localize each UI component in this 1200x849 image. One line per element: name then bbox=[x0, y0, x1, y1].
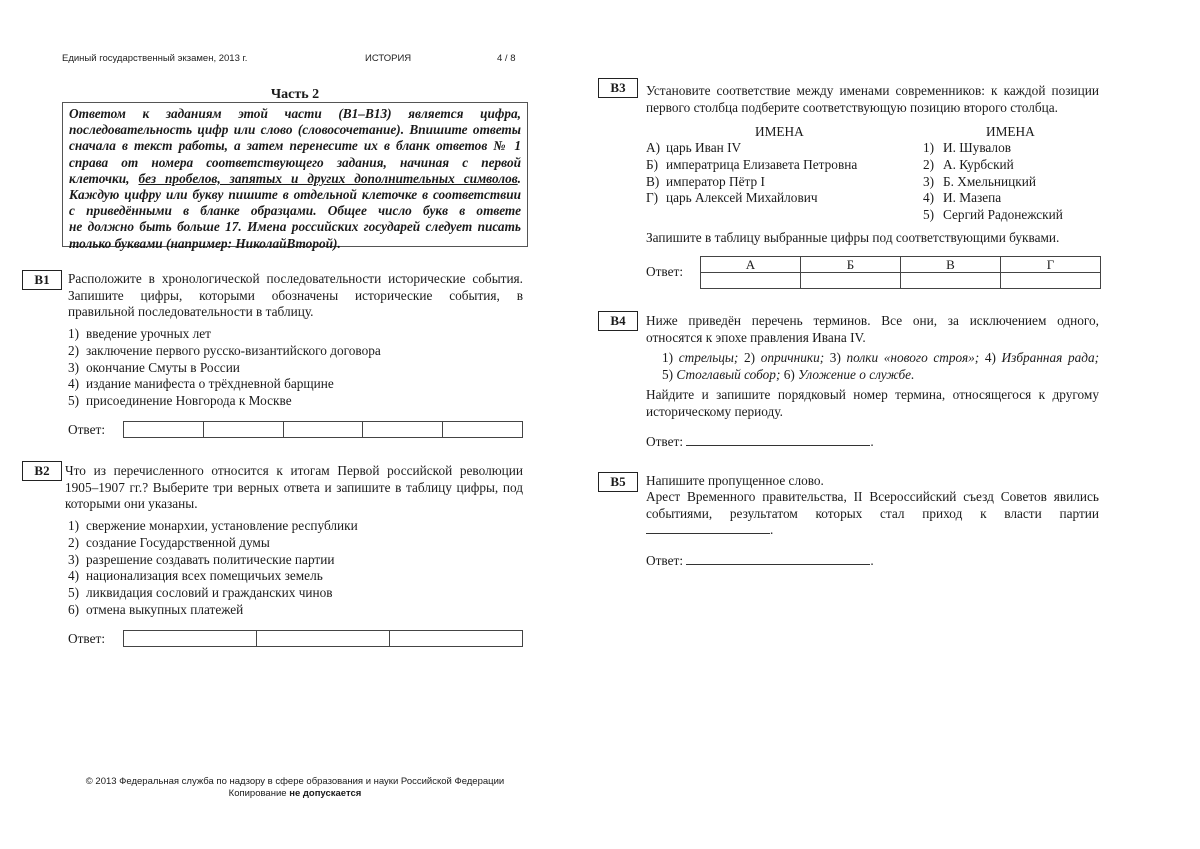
instruction-line: Ответом к заданиям этой части (В1–В13) является цифра, bbox=[69, 106, 521, 121]
answer-label-b5: Ответ: bbox=[646, 553, 684, 568]
option-num: 3) bbox=[68, 551, 80, 567]
option-item bbox=[68, 393, 381, 410]
question-line: Ниже приведён перечень терминов. Все они, за исключением одного, bbox=[646, 313, 1099, 328]
inline-blank-b5 bbox=[646, 522, 770, 534]
item-letter: Б) bbox=[646, 156, 659, 172]
left-column-list bbox=[646, 140, 857, 207]
term-text: стрельцы; bbox=[678, 350, 739, 365]
item-letter: В) bbox=[646, 173, 660, 189]
term-num: 3) bbox=[829, 350, 841, 365]
right-column-header: ИМЕНА bbox=[986, 124, 1035, 139]
match-item bbox=[646, 140, 857, 157]
copy-notice-bold: не допускается bbox=[289, 788, 362, 799]
answer-cell[interactable] bbox=[901, 273, 1001, 289]
question-line: которыми они указаны. bbox=[65, 496, 198, 511]
question-line: Расположите в хронологической последовательности исторические события. bbox=[68, 271, 523, 286]
question-b5-text bbox=[646, 489, 1099, 539]
option-text: заключение первого русско-византийского договора bbox=[86, 342, 381, 358]
answer-blank-b4[interactable] bbox=[686, 434, 870, 446]
term-text: опричники; bbox=[760, 350, 825, 365]
match-item bbox=[646, 174, 857, 191]
answer-label-b3: Ответ: bbox=[646, 264, 684, 279]
option-text: создание Государственной думы bbox=[86, 534, 270, 550]
question-line: относятся к эпохе правления Ивана IV. bbox=[646, 329, 866, 345]
answer-table-b3 bbox=[700, 256, 1101, 289]
question-b1-text bbox=[68, 271, 523, 321]
answer-grid-b2 bbox=[123, 630, 523, 647]
question-b1-options bbox=[68, 326, 381, 410]
option-text: отмена выкупных платежей bbox=[86, 601, 244, 617]
copyright-line: © 2013 Федеральная служба по надзору в сфере образования и науки Российской Федерации bbox=[85, 776, 505, 787]
answer-cell[interactable] bbox=[204, 422, 284, 437]
question-label-b4: В4 bbox=[598, 311, 638, 331]
b4-terms bbox=[662, 350, 1099, 383]
answer-cell[interactable] bbox=[390, 631, 522, 646]
answer-cell[interactable] bbox=[701, 273, 801, 289]
item-text: И. Шувалов bbox=[943, 140, 1011, 155]
question-b2-text bbox=[65, 463, 523, 513]
match-item bbox=[923, 140, 1063, 157]
option-num: 5) bbox=[68, 393, 80, 409]
question-line: Что из перечисленного относится к итогам Первой российской революции bbox=[65, 463, 523, 478]
option-item bbox=[68, 343, 381, 360]
option-text: ликвидация сословий и гражданских чинов bbox=[86, 585, 333, 601]
instructions-box bbox=[62, 102, 528, 251]
task-line: историческому периоду. bbox=[646, 403, 783, 419]
instruction-line: только буквами (например: НиколайВторой). bbox=[69, 235, 341, 251]
option-text: введение урочных лет bbox=[86, 326, 211, 341]
answer-period: . bbox=[870, 553, 874, 568]
term-text: Уложение о службе. bbox=[798, 366, 915, 382]
match-item bbox=[646, 157, 857, 174]
option-num: 1) bbox=[68, 518, 80, 533]
answer-grid-b1 bbox=[123, 421, 523, 438]
item-text: царь Алексей Михайлович bbox=[666, 190, 818, 206]
item-text: император Пётр I bbox=[666, 173, 765, 189]
question-line: Запишите цифры, которыми обозначены исторические события, в bbox=[68, 287, 523, 303]
page-number: 4 / 8 bbox=[497, 53, 516, 64]
copy-notice-prefix: Копирование bbox=[228, 788, 290, 799]
item-text: Б. Хмельницкий bbox=[943, 173, 1036, 189]
question-line: правильной последовательности в таблицу. bbox=[68, 304, 314, 319]
answer-table-input-row bbox=[701, 273, 1101, 289]
item-number: 3) bbox=[923, 173, 935, 189]
footer bbox=[62, 776, 528, 800]
item-number: 5) bbox=[923, 207, 935, 223]
answer-cell[interactable] bbox=[443, 422, 522, 437]
item-text: А. Курбский bbox=[943, 156, 1014, 172]
option-text: национализация всех помещичьих земель bbox=[86, 568, 323, 584]
item-text: императрица Елизавета Петровна bbox=[666, 156, 858, 172]
answer-cell[interactable] bbox=[1001, 273, 1101, 289]
option-text: свержение монархии, установление республики bbox=[86, 518, 358, 533]
question-line: Установите соответствие между именами современников: к каждой позиции bbox=[646, 83, 1099, 98]
answer-line-b5 bbox=[646, 553, 874, 570]
term-text: Избранная рада; bbox=[1001, 350, 1100, 365]
answer-label-b1: Ответ: bbox=[68, 422, 106, 437]
column-header-v: В bbox=[901, 257, 1001, 273]
match-item bbox=[923, 190, 1063, 207]
term-num: 2) bbox=[743, 350, 756, 365]
instruction-line: последовательность цифр или слово (словосочетание). Впишите ответы bbox=[69, 122, 521, 138]
option-num: 4) bbox=[68, 376, 80, 392]
item-text: Сергий Радонежский bbox=[943, 207, 1063, 223]
answer-line-b4 bbox=[646, 434, 874, 451]
instruction-underlined: без пробелов, запятых и других дополнительных символов bbox=[138, 170, 518, 186]
terms-line bbox=[662, 350, 1099, 367]
option-item bbox=[68, 585, 358, 602]
option-text: присоединение Новгорода к Москве bbox=[86, 393, 292, 409]
question-label-b5: В5 bbox=[598, 472, 638, 492]
question-b4-text bbox=[646, 313, 1099, 346]
option-num: 2) bbox=[68, 342, 80, 358]
match-item bbox=[923, 207, 1063, 224]
option-item bbox=[68, 552, 358, 569]
term-num: 5) bbox=[662, 366, 674, 382]
instruction-line: справа от номера соответствующего задания, начиная с первой bbox=[69, 154, 521, 170]
question-label-b3: В3 bbox=[598, 78, 638, 98]
instruction-text: клеточки, bbox=[69, 170, 139, 186]
question-line: 1905–1907 гг.? Выберите три верных ответа и запишите в таблицу цифры, под bbox=[65, 479, 523, 495]
term-num: 1) bbox=[662, 350, 674, 365]
option-item bbox=[68, 568, 358, 585]
option-item bbox=[68, 602, 358, 619]
question-b2-options bbox=[68, 518, 358, 619]
answer-cell[interactable] bbox=[124, 422, 204, 437]
answer-blank-b5[interactable] bbox=[686, 553, 870, 565]
match-item bbox=[646, 190, 857, 207]
question-line: первого столбца подберите соответствующую позицию второго столбца. bbox=[646, 99, 1058, 115]
blank-period: . bbox=[770, 522, 774, 537]
option-num: 4) bbox=[68, 568, 80, 584]
term-num: 6) bbox=[783, 366, 795, 382]
answer-period: . bbox=[870, 434, 874, 449]
option-text: разрешение создавать политические партии bbox=[86, 551, 335, 567]
answer-label-b4: Ответ: bbox=[646, 434, 684, 449]
option-num: 5) bbox=[68, 585, 80, 601]
copy-notice bbox=[62, 788, 528, 800]
b3-instruction: Запишите в таблицу выбранные цифры под соответствующими буквами. bbox=[646, 230, 1060, 245]
question-line: событиями, результатом которых стал приход к власти партии bbox=[646, 505, 1099, 521]
option-num: 1) bbox=[68, 326, 80, 341]
answer-cell[interactable] bbox=[284, 422, 364, 437]
question-label-b2: В2 bbox=[22, 461, 62, 481]
instruction-text: . bbox=[517, 170, 521, 186]
option-item bbox=[68, 376, 381, 393]
question-label-b1: В1 bbox=[22, 270, 62, 290]
term-text: полки «нового строя»; bbox=[846, 350, 980, 365]
subject-title: ИСТОРИЯ bbox=[365, 53, 412, 64]
item-text: царь Иван IV bbox=[666, 140, 742, 155]
option-item bbox=[68, 518, 358, 535]
instruction-line: с приведёнными в бланке образцами. Общее число букв в ответе bbox=[69, 203, 521, 219]
option-num: 6) bbox=[68, 601, 80, 617]
item-letter: А) bbox=[646, 140, 661, 155]
column-header-g: Г bbox=[1001, 257, 1101, 273]
task-line: Найдите и запишите порядковый номер термина, относящегося к другому bbox=[646, 387, 1099, 402]
answer-label-b2: Ответ: bbox=[68, 631, 106, 646]
answer-table-header-row bbox=[701, 257, 1101, 273]
option-item bbox=[68, 326, 381, 343]
b4-task bbox=[646, 387, 1099, 420]
answer-cell[interactable] bbox=[257, 631, 390, 646]
option-num: 3) bbox=[68, 359, 80, 375]
item-number: 2) bbox=[923, 156, 935, 172]
part-title: Часть 2 bbox=[270, 87, 320, 102]
option-text: издание манифеста о трёхдневной барщине bbox=[86, 376, 334, 392]
column-header-b: Б bbox=[801, 257, 901, 273]
right-column-list bbox=[923, 140, 1063, 224]
option-num: 2) bbox=[68, 534, 80, 550]
answer-cell[interactable] bbox=[124, 631, 257, 646]
item-number: 1) bbox=[923, 140, 935, 155]
option-item bbox=[68, 535, 358, 552]
column-header-a: А bbox=[701, 257, 801, 273]
question-line bbox=[646, 522, 1099, 539]
term-num: 4) bbox=[984, 350, 996, 365]
question-b3-text bbox=[646, 83, 1099, 116]
item-number: 4) bbox=[923, 190, 935, 206]
instruction-line: Каждую цифру или букву пишите в отдельной клеточке в соответствии bbox=[69, 187, 521, 203]
item-letter: Г) bbox=[646, 190, 659, 206]
item-text: И. Мазепа bbox=[943, 190, 1002, 206]
b5-intro: Напишите пропущенное слово. bbox=[646, 473, 824, 488]
match-item bbox=[923, 157, 1063, 174]
option-text: окончание Смуты в России bbox=[86, 359, 240, 375]
instruction-line bbox=[69, 171, 521, 187]
match-item bbox=[923, 174, 1063, 191]
instruction-line: сначала в текст работы, а затем перенесите их в бланк ответов № 1 bbox=[69, 138, 521, 154]
term-text: Стоглавый собор; bbox=[676, 366, 781, 382]
question-line: Арест Временного правительства, II Всероссийский съезд Советов явились bbox=[646, 489, 1099, 504]
instruction-line: не должно быть больше 17. Имена российских государей следует писать bbox=[69, 219, 521, 235]
terms-line bbox=[662, 367, 1099, 384]
exam-title: Единый государственный экзамен, 2013 г. bbox=[62, 53, 248, 64]
answer-cell[interactable] bbox=[363, 422, 443, 437]
answer-cell[interactable] bbox=[801, 273, 901, 289]
option-item bbox=[68, 360, 381, 377]
left-column-header: ИМЕНА bbox=[755, 124, 804, 139]
